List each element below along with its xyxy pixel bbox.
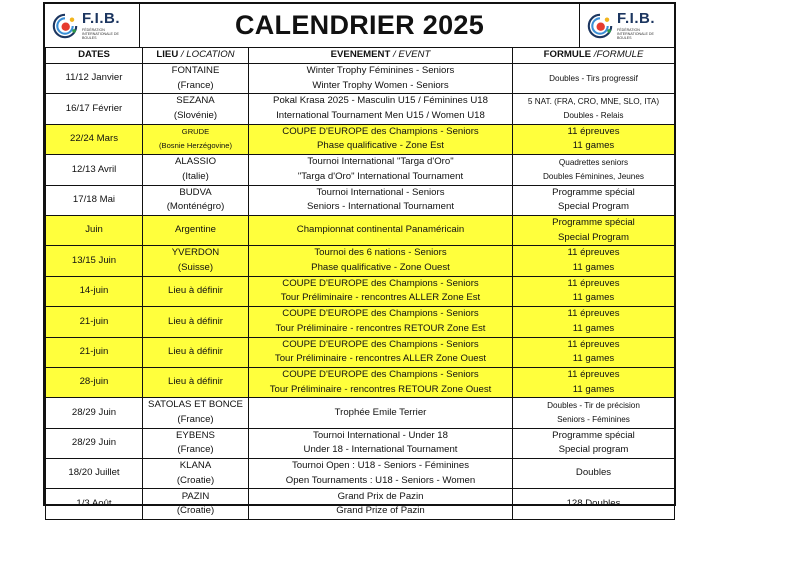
- lieu-cell-line: KLANA: [179, 460, 212, 472]
- lieu-cell-line: Lieu à définir: [168, 376, 223, 388]
- date-text: 28-juin: [79, 376, 109, 388]
- event-cell: [249, 307, 513, 337]
- date-cell: [46, 185, 143, 215]
- table-row: [46, 367, 675, 397]
- date-cell: [46, 124, 143, 154]
- table-row: [46, 459, 675, 489]
- lieu-cell-line: PAZIN: [181, 490, 210, 502]
- event-cell: [249, 124, 513, 154]
- table-header-row: [46, 48, 675, 64]
- formule-cell: [513, 489, 675, 519]
- table-row: [46, 307, 675, 337]
- formule-cell-line: 11 épreuves: [567, 369, 620, 380]
- date-cell: [46, 398, 143, 428]
- formule-cell-line: Seniors - Féminines: [557, 414, 630, 424]
- column-header-lieu: LIEU / LOCATION: [143, 48, 249, 64]
- formule-cell-line: Doubles - Relais: [563, 111, 624, 121]
- logo-subtext: FÉDÉRATION INTERNATIONALE DE BOULES: [82, 27, 119, 41]
- date-cell: [46, 428, 143, 458]
- lieu-cell-line: YVERDON: [171, 247, 220, 259]
- date-text: 21-juin: [79, 345, 109, 357]
- column-header-formule: FORMULE /FORMULE: [513, 48, 675, 64]
- fib-logo-right: [579, 4, 674, 47]
- formule-cell-line: Doubles - Tirs progressif: [549, 73, 638, 83]
- lieu-cell: [143, 337, 249, 367]
- formule-cell-line: 11 épreuves: [567, 125, 620, 137]
- logo-subtext: FÉDÉRATION INTERNATIONALE DE BOULES: [617, 27, 654, 41]
- lieu-cell: [143, 215, 249, 245]
- formule-cell-line: Quadrettes seniors: [558, 157, 629, 167]
- formule-cell: [513, 94, 675, 124]
- formule-cell-line: 11 games: [572, 383, 615, 395]
- event-cell: [249, 337, 513, 367]
- lieu-cell: [143, 94, 249, 124]
- lieu-cell: [143, 155, 249, 185]
- lieu-cell-line: (Bosnie Herzégovine): [158, 141, 233, 151]
- event-cell-line: Winter Trophy Féminines - Seniors: [306, 65, 455, 77]
- column-header-event: EVENEMENT / EVENT: [249, 48, 513, 64]
- lieu-cell-line: (Suisse): [177, 262, 214, 274]
- lieu-cell-line: (Slovénie): [173, 110, 218, 122]
- event-cell-line: Tour Préliminaire - rencontres RETOUR Zone Ouest: [269, 383, 492, 395]
- event-cell-line: International Tournament Men U15 / Women U18: [276, 110, 485, 122]
- lieu-cell-line: Argentine: [174, 224, 217, 236]
- date-text: Juin: [85, 224, 103, 236]
- table-row: [46, 428, 675, 458]
- column-header-dates: DATES: [46, 48, 143, 64]
- date-cell: [46, 246, 143, 276]
- formule-cell-line: 11 épreuves: [567, 277, 620, 289]
- date-cell: [46, 459, 143, 489]
- event-cell-line: Grand Prize of Pazin: [336, 505, 425, 517]
- lieu-cell-line: (Croatie): [176, 474, 215, 486]
- lieu-cell-line: (Croatie): [176, 505, 215, 517]
- formule-cell: [513, 64, 675, 94]
- formule-cell-line: Programme spécial: [552, 217, 635, 229]
- lieu-cell-line: BUDVA: [179, 186, 212, 198]
- date-cell: [46, 337, 143, 367]
- date-text: 17/18 Mai: [72, 193, 116, 205]
- formule-cell-line: Special program: [558, 444, 629, 456]
- lieu-cell-line: (France): [177, 444, 214, 456]
- lieu-cell: [143, 307, 249, 337]
- event-cell-line: Grand Prix de Pazin: [337, 490, 424, 502]
- event-cell-line: Phase qualificative - Zone Ouest: [311, 262, 450, 274]
- event-cell-line: Trophée Emile Terrier: [334, 406, 427, 418]
- event-cell: [249, 94, 513, 124]
- lieu-cell-line: (Monténégro): [166, 201, 225, 213]
- event-cell-line: COUPE D'EUROPE des Champions - Seniors: [282, 369, 479, 380]
- table-row: [46, 337, 675, 367]
- formule-cell: [513, 276, 675, 306]
- event-cell-line: Tour Préliminaire - rencontres ALLER Zone Est: [280, 292, 481, 304]
- lieu-cell: [143, 185, 249, 215]
- formule-cell-line: 11 games: [572, 353, 615, 365]
- formule-cell-line: Doubles Féminines, Jeunes: [542, 171, 645, 181]
- table-row: [46, 398, 675, 428]
- event-cell-line: Tournoi International "Targa d'Oro": [307, 156, 454, 168]
- formule-cell-line: 5 NAT. (FRA, CRO, MNE, SLO, ITA): [527, 97, 660, 107]
- calendar-table: [45, 47, 675, 520]
- date-cell: [46, 276, 143, 306]
- lieu-cell: [143, 489, 249, 519]
- fib-emblem-icon: [586, 12, 614, 40]
- lieu-cell-line: SATOLAS ET BONCE: [148, 399, 243, 411]
- formule-cell: [513, 398, 675, 428]
- formule-cell-line: Programme spécial: [552, 429, 635, 441]
- event-cell: [249, 276, 513, 306]
- event-cell-line: Winter Trophy Women - Seniors: [312, 79, 449, 91]
- lieu-cell: [143, 367, 249, 397]
- lieu-cell: [143, 276, 249, 306]
- date-cell: [46, 489, 143, 519]
- formule-cell: [513, 459, 675, 489]
- formule-cell: [513, 215, 675, 245]
- formule-cell: [513, 185, 675, 215]
- event-cell-line: "Targa d'Oro" International Tournament: [297, 170, 464, 182]
- event-cell-line: Tournoi des 6 nations - Seniors: [314, 247, 447, 259]
- date-cell: [46, 367, 143, 397]
- formule-cell-line: 11 games: [572, 292, 615, 304]
- lieu-cell: [143, 459, 249, 489]
- lieu-cell-line: GRUDE: [181, 127, 210, 137]
- date-text: 14-juin: [79, 285, 109, 297]
- formule-cell: [513, 155, 675, 185]
- lieu-cell-line: SEZANA: [176, 95, 215, 107]
- lieu-cell-line: (France): [177, 79, 214, 91]
- lieu-cell-line: FONTAINE: [171, 65, 220, 77]
- event-cell-line: Phase qualificative - Zone Est: [317, 140, 444, 152]
- formule-cell-line: 11 games: [572, 262, 615, 274]
- logo-text: F.I.B.: [82, 9, 121, 27]
- event-cell: [249, 398, 513, 428]
- event-cell-line: Tour Préliminaire - rencontres RETOUR Zone Est: [275, 322, 486, 334]
- event-cell-line: Seniors - International Tournament: [306, 201, 454, 213]
- lieu-cell: [143, 398, 249, 428]
- event-cell: [249, 489, 513, 519]
- event-cell-line: Tournoi International - Seniors: [316, 186, 445, 198]
- event-cell-line: Pokal Krasa 2025 - Masculin U15 / Féminines U18: [273, 95, 488, 107]
- formule-cell-line: Special Program: [558, 231, 629, 243]
- lieu-cell-line: Lieu à définir: [168, 285, 223, 297]
- fib-emblem-icon: [51, 12, 79, 40]
- formule-cell-line: 128 Doubles: [566, 497, 621, 509]
- formule-cell-line: 11 épreuves: [567, 338, 620, 350]
- formule-cell: [513, 367, 675, 397]
- lieu-cell-line: Lieu à définir: [168, 315, 223, 327]
- date-text: 18/20 Juillet: [68, 467, 120, 479]
- event-cell: [249, 185, 513, 215]
- date-text: 13/15 Juin: [71, 254, 117, 266]
- lieu-cell-line: ALASSIO: [174, 156, 217, 168]
- event-cell: [249, 64, 513, 94]
- calendar-sheet: [43, 2, 676, 517]
- date-text: 22/24 Mars: [70, 133, 118, 145]
- lieu-cell: [143, 64, 249, 94]
- date-cell: [46, 155, 143, 185]
- logo-text: F.I.B.: [617, 9, 656, 27]
- formule-cell: [513, 124, 675, 154]
- date-text: 28/29 Juin: [71, 406, 117, 418]
- formule-cell-line: Special Program: [558, 201, 629, 213]
- lieu-cell-line: (Italie): [182, 170, 209, 182]
- formule-cell-line: Doubles: [575, 467, 612, 479]
- formule-cell-line: 11 games: [572, 140, 615, 152]
- table-row: [46, 276, 675, 306]
- date-cell: [46, 94, 143, 124]
- date-cell: [46, 64, 143, 94]
- formule-cell: [513, 246, 675, 276]
- event-cell-line: Tour Préliminaire - rencontres ALLER Zone Ouest: [274, 353, 487, 365]
- date-text: 1/3 Août: [76, 497, 112, 509]
- lieu-cell: [143, 428, 249, 458]
- formule-cell: [513, 428, 675, 458]
- lieu-cell: [143, 124, 249, 154]
- table-row: [46, 124, 675, 154]
- event-cell-line: COUPE D'EUROPE des Champions - Seniors: [282, 338, 479, 350]
- event-cell-line: Under 18 - International Tournament: [303, 444, 458, 456]
- formule-cell: [513, 307, 675, 337]
- event-cell: [249, 246, 513, 276]
- event-cell: [249, 459, 513, 489]
- date-text: 21-juin: [79, 315, 109, 327]
- formule-cell: [513, 337, 675, 367]
- event-cell: [249, 155, 513, 185]
- event-cell-line: Championnat continental Panaméricain: [296, 224, 465, 236]
- fib-logo-left: [45, 4, 140, 47]
- table-row: [46, 215, 675, 245]
- lieu-cell-line: EYBENS: [176, 429, 215, 441]
- event-cell-line: Tournoi Open : U18 - Seniors - Féminines: [291, 460, 470, 472]
- formule-cell-line: Doubles - Tir de précision: [547, 400, 640, 410]
- table-row: [46, 185, 675, 215]
- date-text: 11/12 Janvier: [65, 72, 123, 84]
- event-cell-line: Tournoi International - Under 18: [313, 429, 448, 441]
- event-cell-line: Open Tournaments : U18 - Seniors - Women: [285, 474, 476, 486]
- event-cell-line: COUPE D'EUROPE des Champions - Seniors: [282, 308, 479, 320]
- formule-cell-line: 11 épreuves: [567, 247, 620, 259]
- event-cell: [249, 215, 513, 245]
- date-text: 16/17 Février: [65, 102, 123, 114]
- table-row: [46, 155, 675, 185]
- date-cell: [46, 215, 143, 245]
- table-row: [46, 94, 675, 124]
- date-text: 12/13 Avril: [71, 163, 117, 175]
- table-row: [46, 64, 675, 94]
- date-text: 28/29 Juin: [71, 437, 117, 449]
- table-row: [46, 489, 675, 519]
- table-row: [46, 246, 675, 276]
- lieu-cell-line: (France): [177, 413, 214, 425]
- event-cell-line: COUPE D'EUROPE des Champions - Seniors: [282, 277, 479, 289]
- formule-cell-line: Programme spécial: [552, 186, 635, 198]
- formule-cell-line: 11 games: [572, 322, 615, 334]
- formule-cell-line: 11 épreuves: [567, 308, 620, 320]
- page-title: CALENDRIER 2025: [234, 10, 485, 40]
- lieu-cell: [143, 246, 249, 276]
- date-cell: [46, 307, 143, 337]
- sheet-header: [45, 4, 674, 48]
- event-cell: [249, 428, 513, 458]
- event-cell: [249, 367, 513, 397]
- lieu-cell-line: Lieu à définir: [168, 345, 223, 357]
- event-cell-line: COUPE D'EUROPE des Champions - Seniors: [282, 125, 479, 137]
